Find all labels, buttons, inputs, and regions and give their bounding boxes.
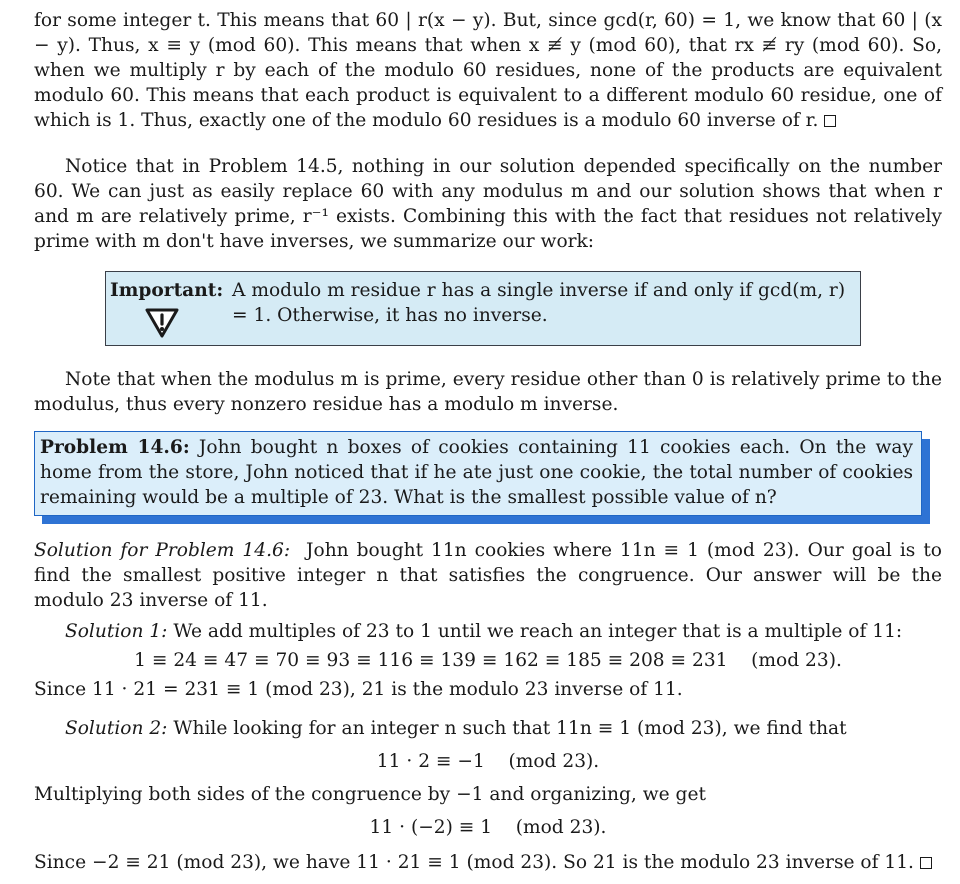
solution2-display-equation-2: 11 · (−2) ≡ 1 (mod 23).: [369, 817, 607, 838]
solution2-intro: [34, 716, 942, 741]
solution-intro-text: John bought 11n cookies where 11n ≡ 1 (mod 23). Our goal is to find the smallest positive integer n that satisfies the congruence. Our answer will be the modulo 23 inverse of 11.: [34, 540, 942, 611]
solution2-conclusion: [34, 850, 942, 875]
solution1-text: We add multiples of 23 to 1 until we reach an integer that is a multiple of 11:: [173, 621, 903, 642]
solution2-display-equation-1: 11 · 2 ≡ −1 (mod 23).: [376, 751, 600, 772]
problem-box: [34, 431, 922, 516]
paragraph-generalization: Notice that in Problem 14.5, nothing in our solution depended specifically on the number 60. We can just as easily replace 60 with any modulus m and our solution shows that when r and m are relatively prime, r⁻¹ exists. Combining this with the fact that residues not relatively prime with m don't have inverses, we summarize our work:: [34, 156, 942, 252]
proof-text: for some integer t. This means that 60 | r(x − y). But, since gcd(r, 60) = 1, we know that 60 | (x − y). Thus, x ≡ y (mod 60). This means that when x ≢ y (mod 60), that rx ≢ ry (mod 60). So, when we multiply r by each of the modulo 60 residues, none of the products are equivalent modulo 60. This means that each product is equivalent to a different modulo 60 residue, one of which is 1. Thus, exactly one of the modulo 60 residues is a modulo 60 inverse of r.: [34, 10, 942, 131]
solution1-intro: [34, 619, 942, 644]
paragraph-prime-modulus: Note that when the modulus m is prime, every residue other than 0 is relatively prime to the modulus, thus every nonzero residue has a modulo m inverse.: [34, 369, 942, 415]
problem-statement: [40, 435, 913, 510]
paragraph-proof-end: [34, 8, 942, 133]
problem-label: Problem 14.6:: [40, 437, 190, 458]
qed-square-icon: [920, 857, 932, 869]
solution-intro: [34, 538, 942, 613]
solution2-conclusion-text: Since −2 ≡ 21 (mod 23), we have 11 · 21 ≡ 1 (mod 23). So 21 is the modulo 23 inverse of 11.: [34, 852, 914, 873]
page-content: [34, 8, 942, 875]
qed-square-icon: [824, 115, 836, 127]
solution2-label: Solution 2:: [65, 718, 168, 739]
problem-text: John bought n boxes of cookies containing 11 cookies each. On the way home from the store, John noticed that if he ate just one cookie, the total number of cookies remaining would be a multiple of 23. What is the smallest possible value of n?: [40, 437, 914, 508]
solution1-label: Solution 1:: [65, 621, 168, 642]
important-box: [105, 271, 861, 346]
solution2-middle: Multiplying both sides of the congruence by −1 and organizing, we get: [34, 784, 706, 805]
solution-intro-label: Solution for Problem 14.6:: [34, 540, 291, 561]
important-text: A modulo m residue r has a single inverse if and only if gcd(m, r) = 1. Otherwise, it has no inverse.: [232, 280, 846, 326]
solution2-text: While looking for an integer n such that 11n ≡ 1 (mod 23), we find that: [173, 718, 847, 739]
warning-triangle-icon: [144, 307, 180, 339]
solution1-conclusion: Since 11 · 21 = 231 ≡ 1 (mod 23), 21 is the modulo 23 inverse of 11.: [34, 679, 683, 700]
important-label: Important:: [110, 280, 224, 301]
important-left: [110, 278, 232, 339]
solution1-display-equation: 1 ≡ 24 ≡ 47 ≡ 70 ≡ 93 ≡ 116 ≡ 139 ≡ 162 ≡ 185 ≡ 208 ≡ 231 (mod 23).: [134, 650, 842, 671]
